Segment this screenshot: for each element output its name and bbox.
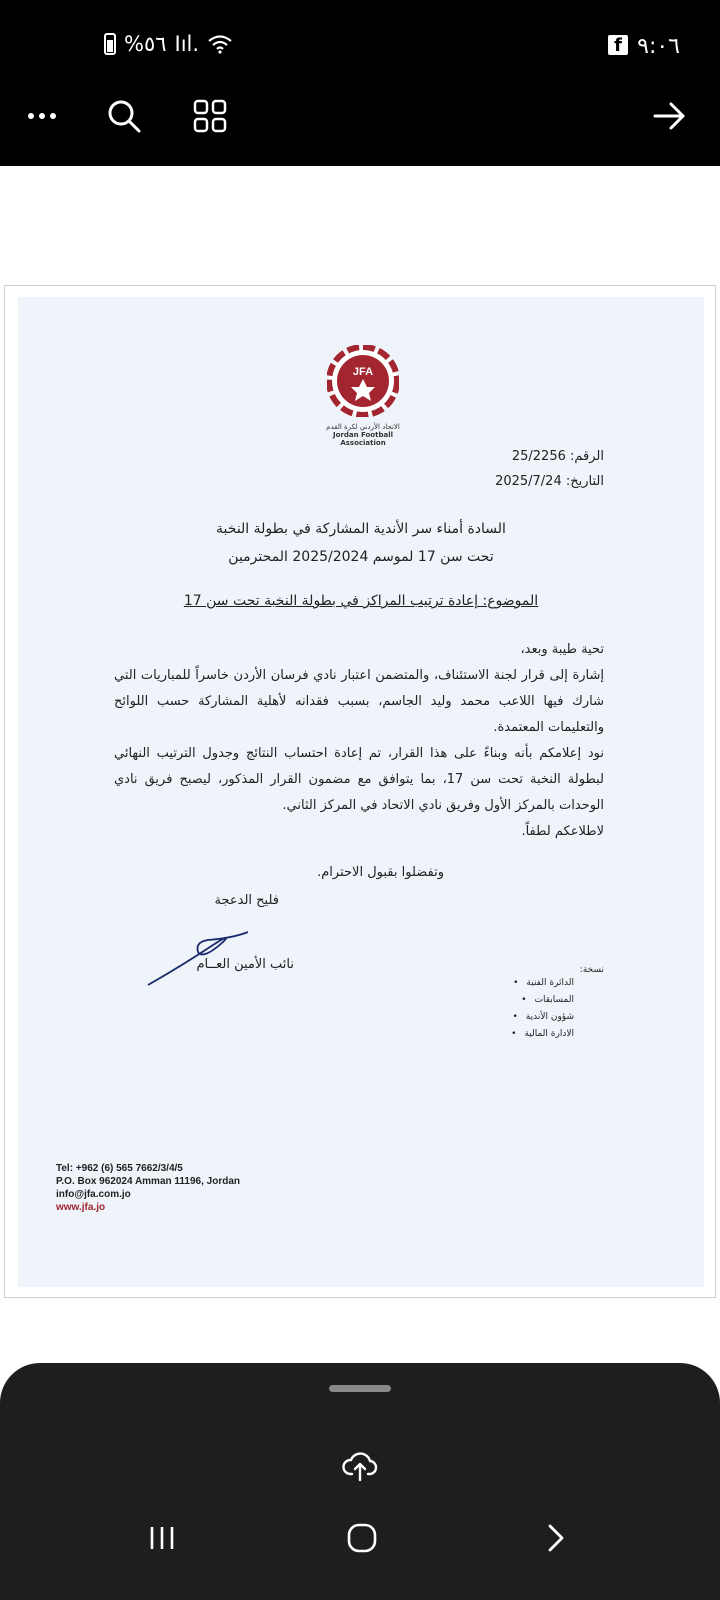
footer-pobox: P.O. Box 962024 Amman 11196, Jordan [56, 1176, 240, 1187]
addressee-line-1: السادة أمناء سر الأندية المشاركة في بطولة النخبة [216, 521, 506, 537]
upload-button[interactable] [342, 1448, 378, 1484]
copy-item: المسابقات • [511, 995, 574, 1009]
app-bar [0, 88, 720, 150]
grid-icon [193, 99, 227, 133]
signer-title: نائب الأمين العــام [196, 957, 294, 972]
letter-footer [56, 1162, 240, 1214]
letter-subject: الموضوع: إعادة ترتيب المراكز في بطولة النخبة تحت سن 17 [183, 593, 539, 609]
paragraph-1: إشارة إلى قرار لجنة الاستئناف، والمتضمن اعتبار نادي فرسان الأردن خاسراً للمباريات التي شارك فيها اللاعب محمد وليد الجاسم، بسبب فقدانه لأهلية المشاركة حسب اللوائح والتعليمات المعتمدة. [114, 668, 604, 735]
copies-list [511, 965, 604, 1046]
greeting: تحية طيبة وبعد، [520, 642, 604, 657]
letter-page [18, 297, 704, 1287]
status-left [104, 32, 233, 56]
home-button[interactable] [342, 1518, 382, 1558]
signer-name: فليح الدعجة [214, 893, 279, 908]
signal-icon: Iıl. [174, 32, 200, 56]
back-button[interactable] [536, 1518, 576, 1558]
status-bar [0, 26, 720, 66]
facebook-notification-icon: f [608, 35, 628, 55]
footer-website: www.jfa.jo [56, 1202, 106, 1213]
logo-abbr: JFA [352, 366, 374, 378]
recent-apps-button[interactable] [142, 1518, 182, 1558]
jfa-emblem-icon [327, 345, 399, 417]
recent-apps-icon [147, 1524, 177, 1552]
battery-level: %٥٦ [124, 32, 167, 56]
jfa-logo [318, 345, 408, 447]
more-options-button[interactable] [14, 88, 70, 144]
more-horizontal-icon [27, 112, 57, 120]
grid-view-button[interactable] [182, 88, 238, 144]
cloud-upload-icon [342, 1448, 378, 1484]
home-icon [346, 1522, 378, 1554]
reference-number: الرقم: 25/2256 [511, 449, 604, 464]
chevron-right-icon [545, 1522, 567, 1554]
logo-name-en: Jordan Football Association [332, 431, 394, 447]
footer-tel: Tel: +962 (6) 565 7662/3/4/5 [56, 1163, 183, 1174]
closing-line: وتفضلوا بقبول الاحترام. [317, 865, 444, 880]
battery-icon [104, 33, 116, 55]
forward-button[interactable] [642, 88, 698, 144]
copy-item: شؤون الأندية • [511, 1012, 574, 1026]
copy-item: الدائرة الفنية • [511, 978, 574, 992]
footer-email: info@jfa.com.jo [56, 1189, 131, 1200]
document-viewer[interactable] [4, 285, 716, 1298]
bottom-sheet [0, 1363, 720, 1600]
search-icon [106, 98, 142, 134]
search-button[interactable] [96, 88, 152, 144]
wifi-icon [207, 34, 233, 54]
logo-name-ar: الاتحاد الأردني لكرة القدم [326, 423, 400, 431]
copy-item: الادارة المالية • [511, 1029, 574, 1043]
for-info-line: لاطلاعكم لطفاً. [521, 824, 604, 839]
clock: ٩:٠٦ [637, 34, 680, 59]
letter-date: التاريخ: 2025/7/24 [495, 474, 604, 489]
arrow-right-icon [653, 102, 687, 130]
paragraph-2: نود إعلامكم بأنه وبناءً على هذا القرار، تم إعادة احتساب النتائج وجدول الترتيب النهائي لبطولة النخبة تحت سن 17، بما يتوافق مع مضمون القرار المذكور، ليصبح فريق نادي الوحدات بالمركز الأول وفريق نادي الاتحاد في المركز الثاني. [114, 746, 604, 813]
top-bar [0, 0, 720, 166]
addressee-line-2: تحت سن 17 لموسم 2025/2024 المحترمين [228, 549, 494, 565]
drag-handle[interactable] [329, 1385, 391, 1392]
copies-label: نسخة: [579, 965, 604, 975]
